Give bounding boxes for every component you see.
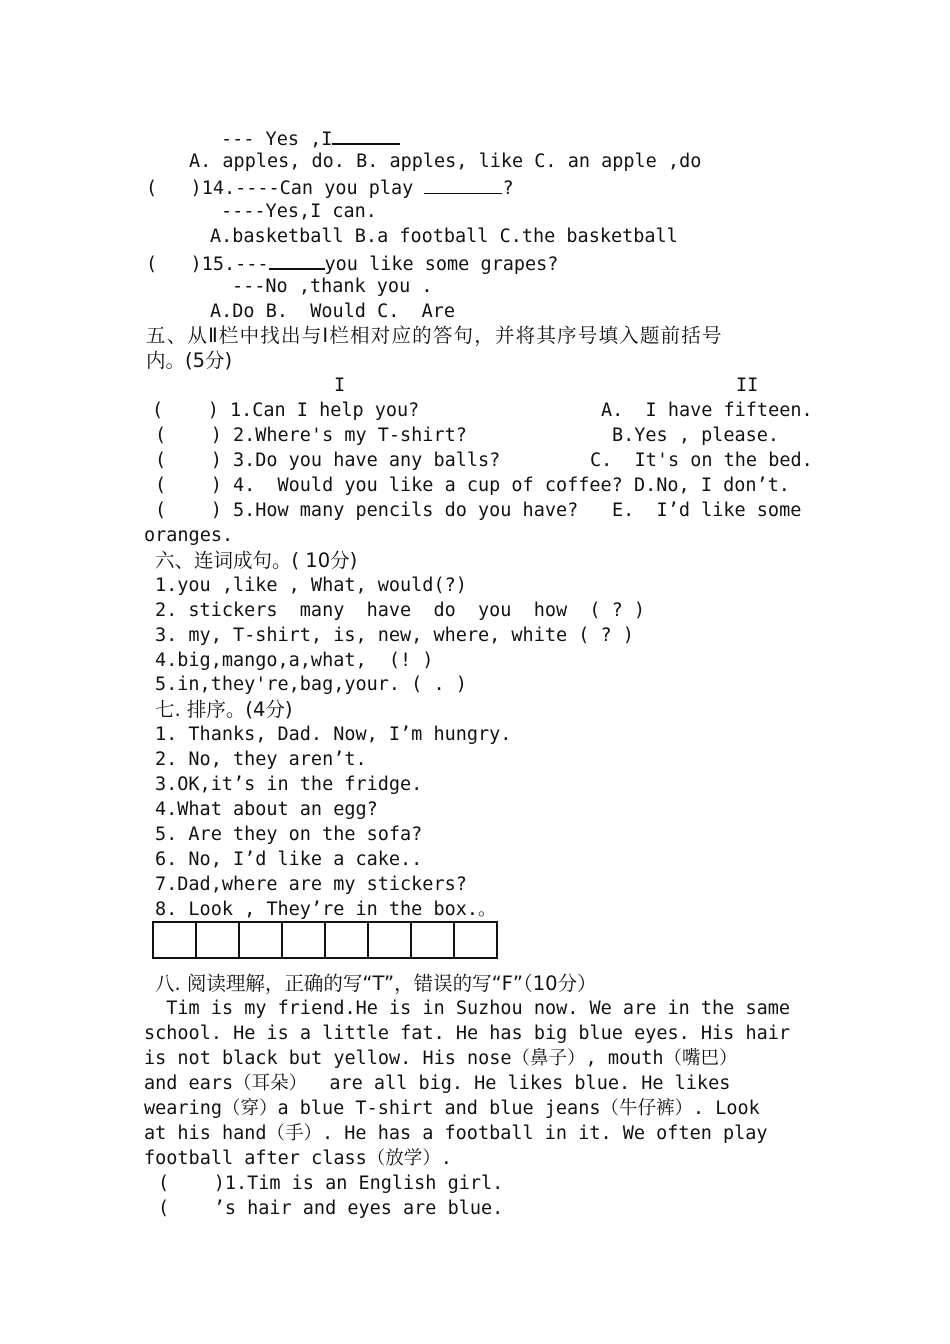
section5-wrap: oranges. <box>144 525 234 546</box>
answer-box[interactable] <box>326 923 369 957</box>
section5-q3: ( ) 3.Do you have any balls? <box>155 450 501 471</box>
answer-box[interactable] <box>455 923 496 957</box>
passage-line-3: is not black but yellow. His nose（鼻子）, mouth（嘴巴） <box>144 1048 738 1069</box>
q15-question-end: you like some grapes? <box>324 254 559 275</box>
section5-title-line2: 内。(5分) <box>146 349 233 372</box>
q15-question-text: ( )15.--- <box>146 254 269 275</box>
section7-item-3: 3.OK,it’s in the fridge. <box>155 774 423 795</box>
q15-answer-blank[interactable] <box>269 250 325 270</box>
section5-col1-header: I <box>334 375 346 396</box>
ordering-answer-grid <box>152 921 498 959</box>
section5-title-line1: 五、从Ⅱ栏中找出与Ⅰ栏相对应的答句，并将其序号填入题前括号 <box>146 324 723 347</box>
section6-title: 六、连词成句。( 10分) <box>155 549 358 572</box>
q13-answer-blank[interactable] <box>332 125 400 145</box>
section6-item-4: 4.big,mango,a,what, (! ) <box>155 650 434 671</box>
q15-options: A.Do B. Would C. Are <box>210 301 456 322</box>
section7-item-1: 1. Thanks, Dad. Now, I’m hungry. <box>155 724 512 745</box>
section5-q5: ( ) 5.How many pencils do you have? <box>155 500 579 521</box>
section7-item-4: 4.What about an egg? <box>155 799 378 820</box>
answer-box[interactable] <box>369 923 412 957</box>
section7-item-5: 5. Are they on the sofa? <box>155 824 423 845</box>
q14-options: A.basketball B.a football C.the basketball <box>210 226 678 247</box>
section5-a1: A. I have fifteen. <box>601 400 813 421</box>
passage-line-4: and ears（耳朵） are all big. He likes blue. He likes <box>144 1073 731 1094</box>
section5-col2-header: II <box>736 375 759 396</box>
answer-box[interactable] <box>240 923 283 957</box>
section5-a5: E. I’d like some <box>612 500 802 521</box>
section7-title: 七. 排序。(4分) <box>155 698 293 721</box>
section6-item-1: 1.you ,like , What, would(?) <box>155 575 467 596</box>
section8-title: 八. 阅读理解，正确的写“T”，错误的写“F”（10分） <box>155 972 597 995</box>
passage-line-2: school. He is a little fat. He has big blue eyes. His hair <box>144 1023 791 1044</box>
section8-question-1: ( )1.Tim is an English girl. <box>158 1173 504 1194</box>
section7-item-7: 7.Dad,where are my stickers? <box>155 874 467 895</box>
q14-question-end: ? <box>502 178 514 199</box>
section7-item-2: 2. No, they aren’t. <box>155 749 367 770</box>
passage-line-6: at his hand（手）. He has a football in it. We often play <box>144 1123 768 1144</box>
q15-question <box>146 250 558 277</box>
section5-a2: B.Yes , please. <box>612 425 780 446</box>
answer-box[interactable] <box>412 923 455 957</box>
section5-a4: D.No, I don’t. <box>634 475 790 496</box>
q13-answer-line <box>221 125 400 152</box>
answer-box[interactable] <box>197 923 240 957</box>
section6-item-2: 2. stickers many have do you how ( ? ) <box>155 600 646 621</box>
section8-question-2: ( ’s hair and eyes are blue. <box>158 1198 504 1219</box>
section6-item-5: 5.in,they're,bag,your. ( . ) <box>155 674 467 695</box>
q14-answer-blank[interactable] <box>424 175 502 194</box>
section5-q1: ( ) 1.Can I help you? <box>152 400 420 421</box>
q13-options: A. apples, do. B. apples, like C. an apple ,do <box>189 151 702 172</box>
section5-a3: C. It's on the bed. <box>590 450 813 471</box>
answer-box[interactable] <box>154 923 197 957</box>
passage-line-7: football after class（放学）. <box>144 1148 452 1169</box>
passage-line-1: Tim is my friend.He is in Suzhou now. We are in the same <box>144 998 791 1019</box>
q15-answer-line: ---No ,thank you . <box>232 276 433 297</box>
q14-question-text: ( )14.----Can you play <box>146 178 414 199</box>
q14-answer-line: ----Yes,I can. <box>221 201 377 222</box>
section5-q4: ( ) 4. Would you like a cup of coffee? <box>155 475 623 496</box>
q14-question <box>146 175 514 201</box>
section5-q2: ( ) 2.Where's my T-shirt? <box>155 425 467 446</box>
answer-box[interactable] <box>283 923 326 957</box>
q13-answer-text: --- Yes ,I <box>221 129 333 150</box>
section6-item-3: 3. my, T-shirt, is, new, where, white ( ? ) <box>155 625 634 646</box>
passage-line-5: wearing（穿）a blue T-shirt and blue jeans（牛仔裤）. Look <box>144 1098 760 1119</box>
section7-item-8: 8. Look , They’re in the box.。 <box>155 899 497 920</box>
section7-item-6: 6. No, I’d like a cake.. <box>155 849 423 870</box>
